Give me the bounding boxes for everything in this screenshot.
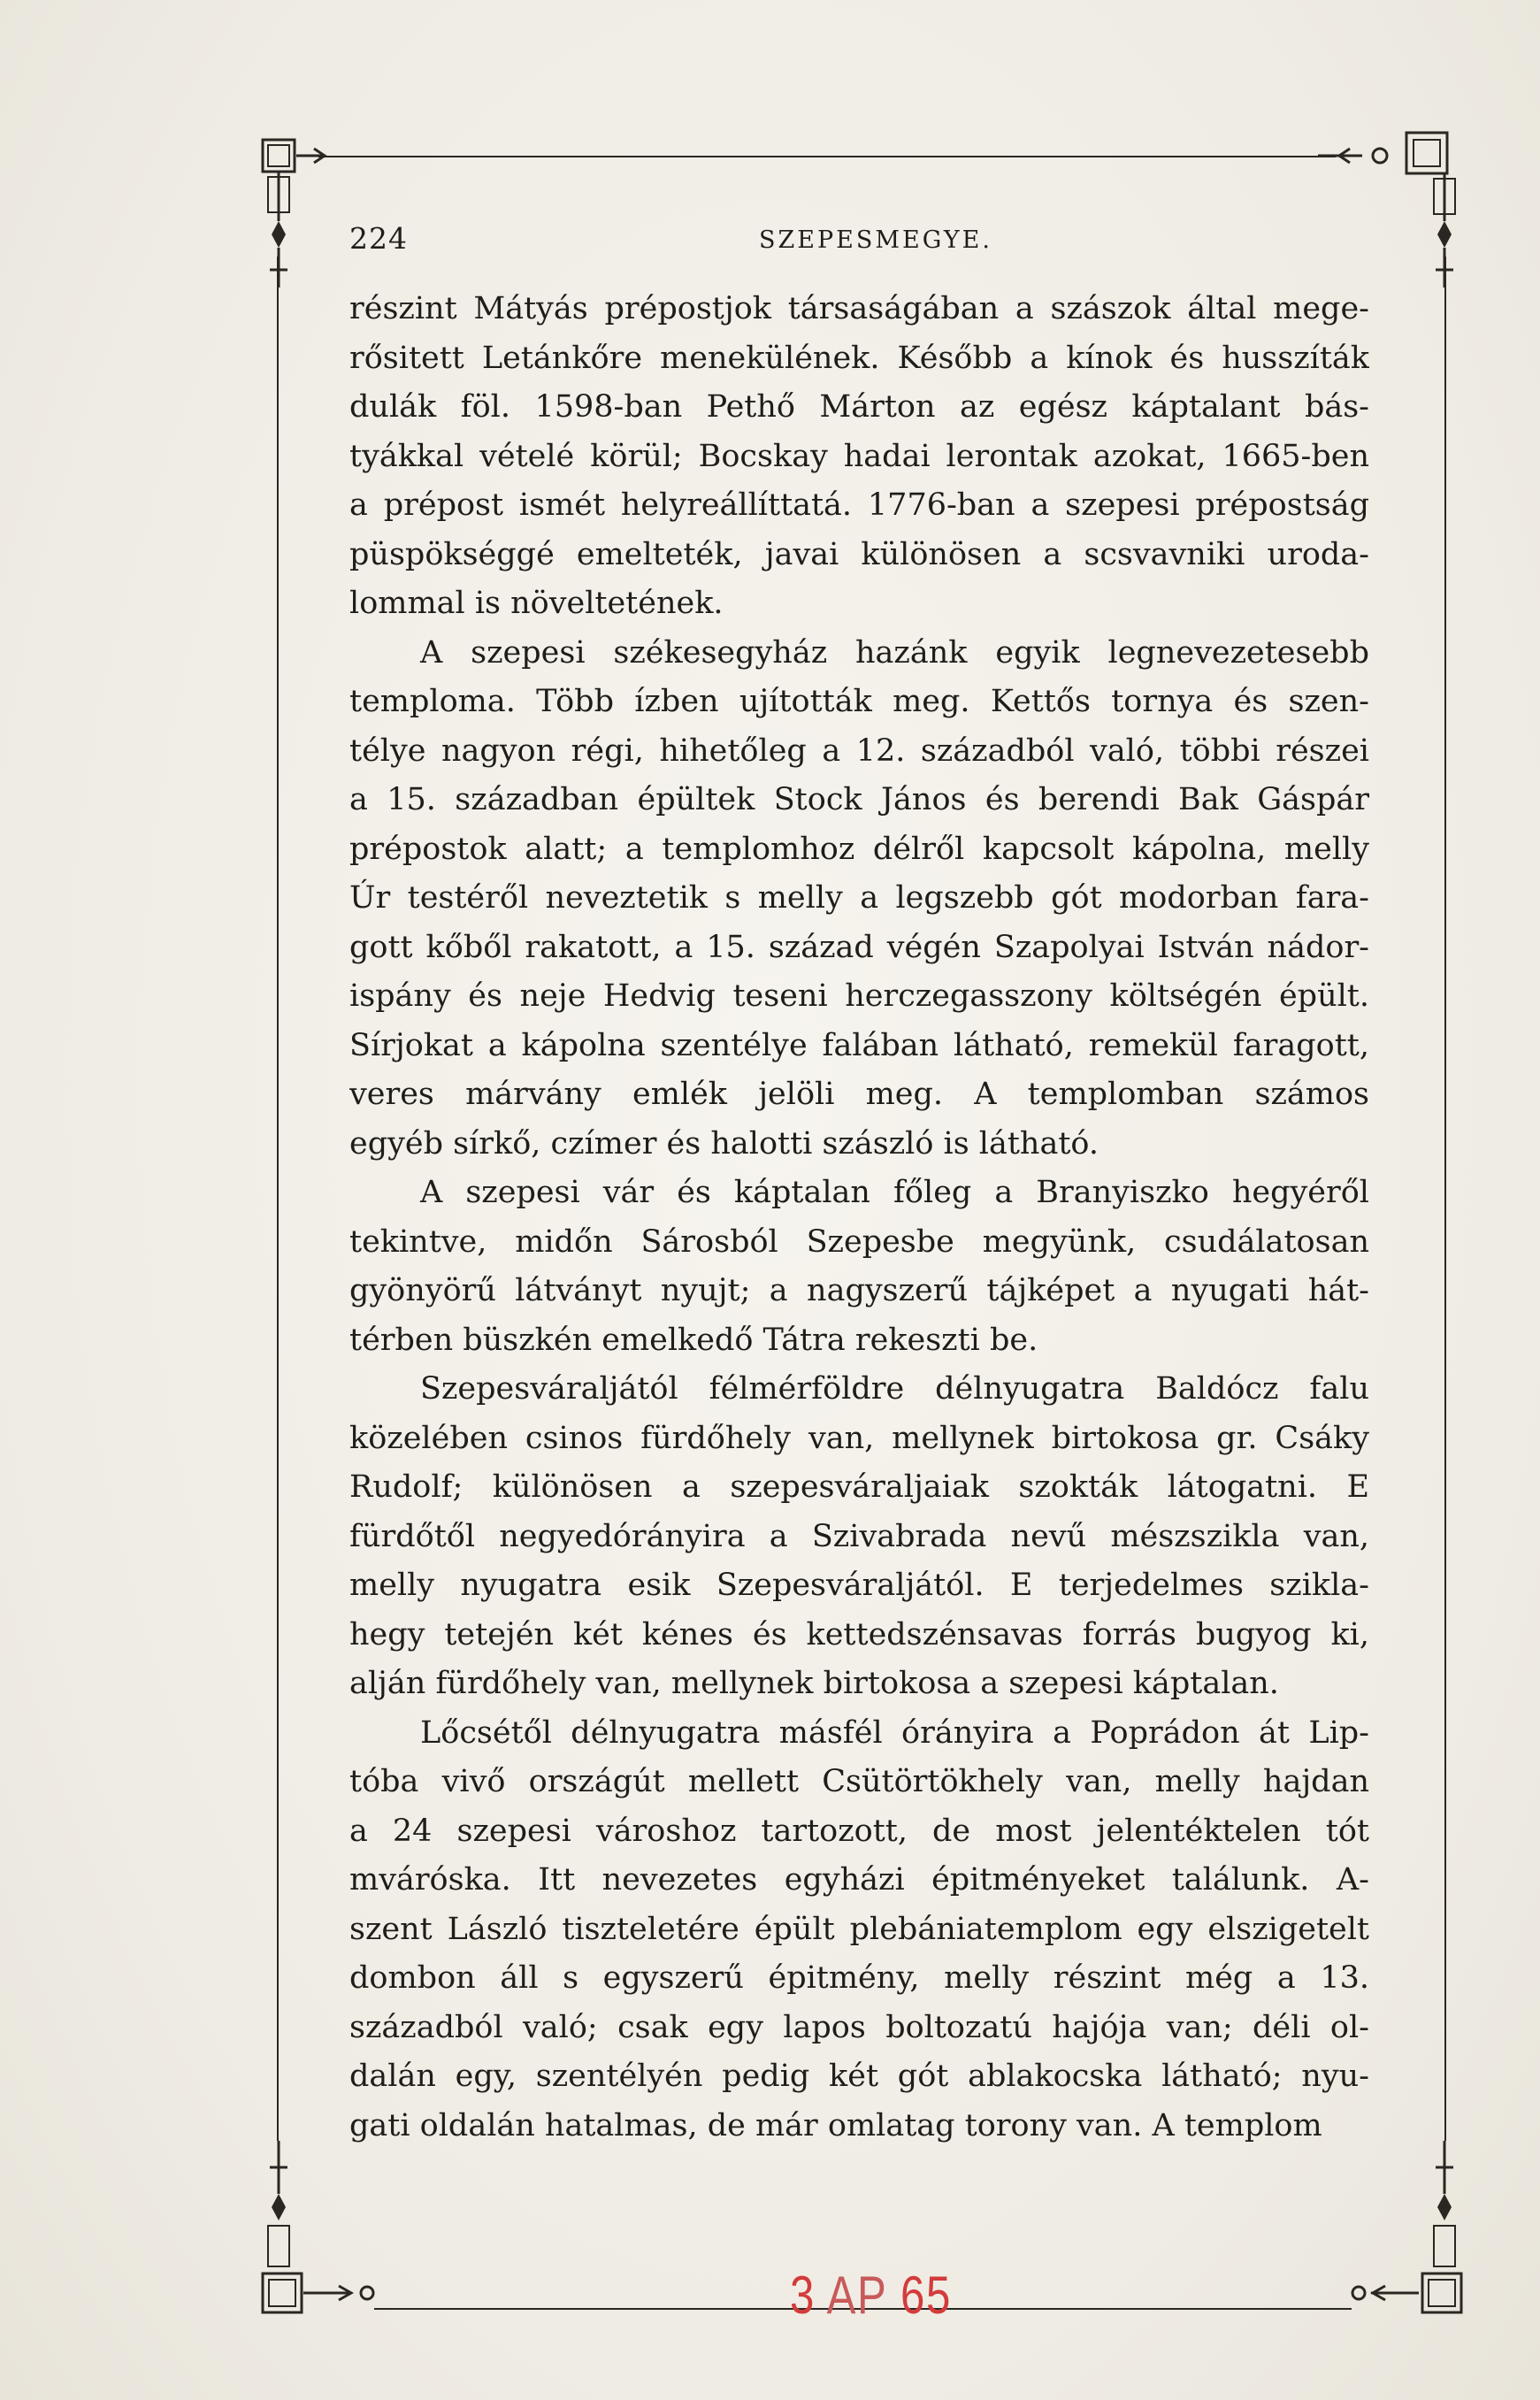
bottom-left-ornament-icon <box>261 2141 411 2331</box>
text-line: mváróska. Itt nevezetes egyházi épitményeket találunk. A- <box>349 1862 1369 1898</box>
text-line: alján fürdőhely van, mellynek birtokosa a szepesi káptalan. <box>349 1666 1279 1701</box>
text-line: gott kőből rakatott, a 15. század végén Szapolyai István nádor- <box>349 929 1369 965</box>
text-line: Sírjokat a kápolna szentélye falában látható, remekül faragott, <box>349 1027 1369 1063</box>
text-line: a 24 szepesi városhoz tartozott, de most jelentéktelen tót <box>349 1813 1369 1849</box>
text-line: veres márvány emlék jelöli meg. A templomban számos <box>349 1077 1369 1112</box>
library-stamp <box>790 2265 952 2326</box>
text-line: hegy tetején két kénes és kettedszénsavas forrás bugyog ki, <box>349 1616 1369 1652</box>
stamp-year: 65 <box>900 2266 952 2325</box>
text-line: temploma. Több ízben ujították meg. Kettős tornya és szen- <box>349 684 1369 719</box>
text-line: részint Mátyás prépostjok társaságában a szászok által mege- <box>349 291 1369 326</box>
text-line: tóba vivő országút mellett Csütörtökhely van, melly hajdan <box>349 1764 1369 1799</box>
text-line: Rudolf; különösen a szepesváraljaiak szokták látogatni. E <box>349 1469 1369 1505</box>
text-line: rősitett Letánkőre menekülének. Később a kínok és husszíták <box>349 340 1369 376</box>
page-number: 224 <box>349 221 408 256</box>
text-line: gati oldalán hatalmas, de már omlatag torony van. A templom <box>349 2107 1322 2143</box>
text-line: gyönyörű látványt nyujt; a nagyszerű tájképet a nyugati hát- <box>349 1273 1369 1308</box>
text-line: télye nagyon régi, hihetőleg a 12. századból való, többi részei <box>349 732 1369 769</box>
text-line: közelében csinos fürdőhely van, mellynek birtokosa gr. Csáky <box>349 1420 1369 1456</box>
text-line: a prépost ismét helyreállíttatá. 1776-ban a szepesi prépostság <box>349 487 1369 523</box>
stamp-letters: AP <box>826 2266 887 2325</box>
text-line: püspökséggé emelteték, javai különösen a scsvavniki uroda- <box>349 536 1369 572</box>
text-line: dalán egy, szentélyén pedig két gót ablakocska látható; nyu- <box>349 2059 1369 2094</box>
text-line: egyéb sírkő, czímer és halotti szászló is látható. <box>349 1125 1099 1162</box>
text-line: dulák föl. 1598-ban Pethő Márton az egész káptalant bás- <box>349 389 1369 425</box>
page-header <box>349 221 1375 265</box>
text-line: Lőcsétől délnyugatra másfél órányira a Poprádon át Lip- <box>420 1714 1369 1751</box>
text-line: ispány és neje Hedvig teseni herczegasszony költségén épült. <box>349 978 1369 1014</box>
text-line: fürdőtől negyedórányira a Szivabrada nevű mészszikla van, <box>349 1518 1369 1554</box>
text-line: melly nyugatra esik Szepesváraljától. E terjedelmes szikla- <box>349 1568 1369 1603</box>
bottom-right-ornament-icon <box>1300 2141 1468 2331</box>
text-line: szent László tiszteletére épült plebániatemplom egy elszigetelt <box>349 1911 1369 1947</box>
text-line: A szepesi vár és káptalan főleg a Branyiszko hegyéről <box>420 1175 1369 1210</box>
text-line: tyákkal vételé körül; Bocskay hadai lerontak azokat, 1665-ben <box>349 438 1369 474</box>
top-right-ornament-icon <box>1309 124 1468 292</box>
top-left-ornament-icon <box>261 133 349 292</box>
text-line: Szepesváraljától félmérföldre délnyugatra Baldócz falu <box>420 1371 1369 1407</box>
top-rule <box>318 156 1336 157</box>
text-line: tekintve, midőn Sárosból Szepesbe megyünk, csudálatosan <box>349 1223 1369 1260</box>
right-rule <box>1444 257 1446 2141</box>
left-rule <box>277 257 279 2141</box>
text-line: a 15. században épültek Stock János és berendi Bak Gáspár <box>349 782 1369 817</box>
text-line: dombon áll s egyszerű épitmény, melly részint még a 13. <box>349 1960 1369 1996</box>
stamp-number: 3 <box>790 2266 816 2325</box>
text-line: A szepesi székesegyház hazánk egyik legnevezetesebb <box>420 634 1369 671</box>
text-line: prépostok alatt; a templomhoz délről kapcsolt kápolna, melly <box>349 831 1369 867</box>
body-text <box>349 285 1369 2151</box>
text-line: lommal is növeltetének. <box>349 586 724 621</box>
running-title: SZEPESMEGYE. <box>759 226 992 254</box>
text-line: térben büszkén emelkedő Tátra rekeszti be. <box>349 1322 1038 1358</box>
text-line: századból való; csak egy lapos boltozatú hajója van; déli ol- <box>349 2009 1369 2045</box>
text-line: Úr testéről neveztetik s melly a legszebb gót modorban fara- <box>349 880 1369 916</box>
